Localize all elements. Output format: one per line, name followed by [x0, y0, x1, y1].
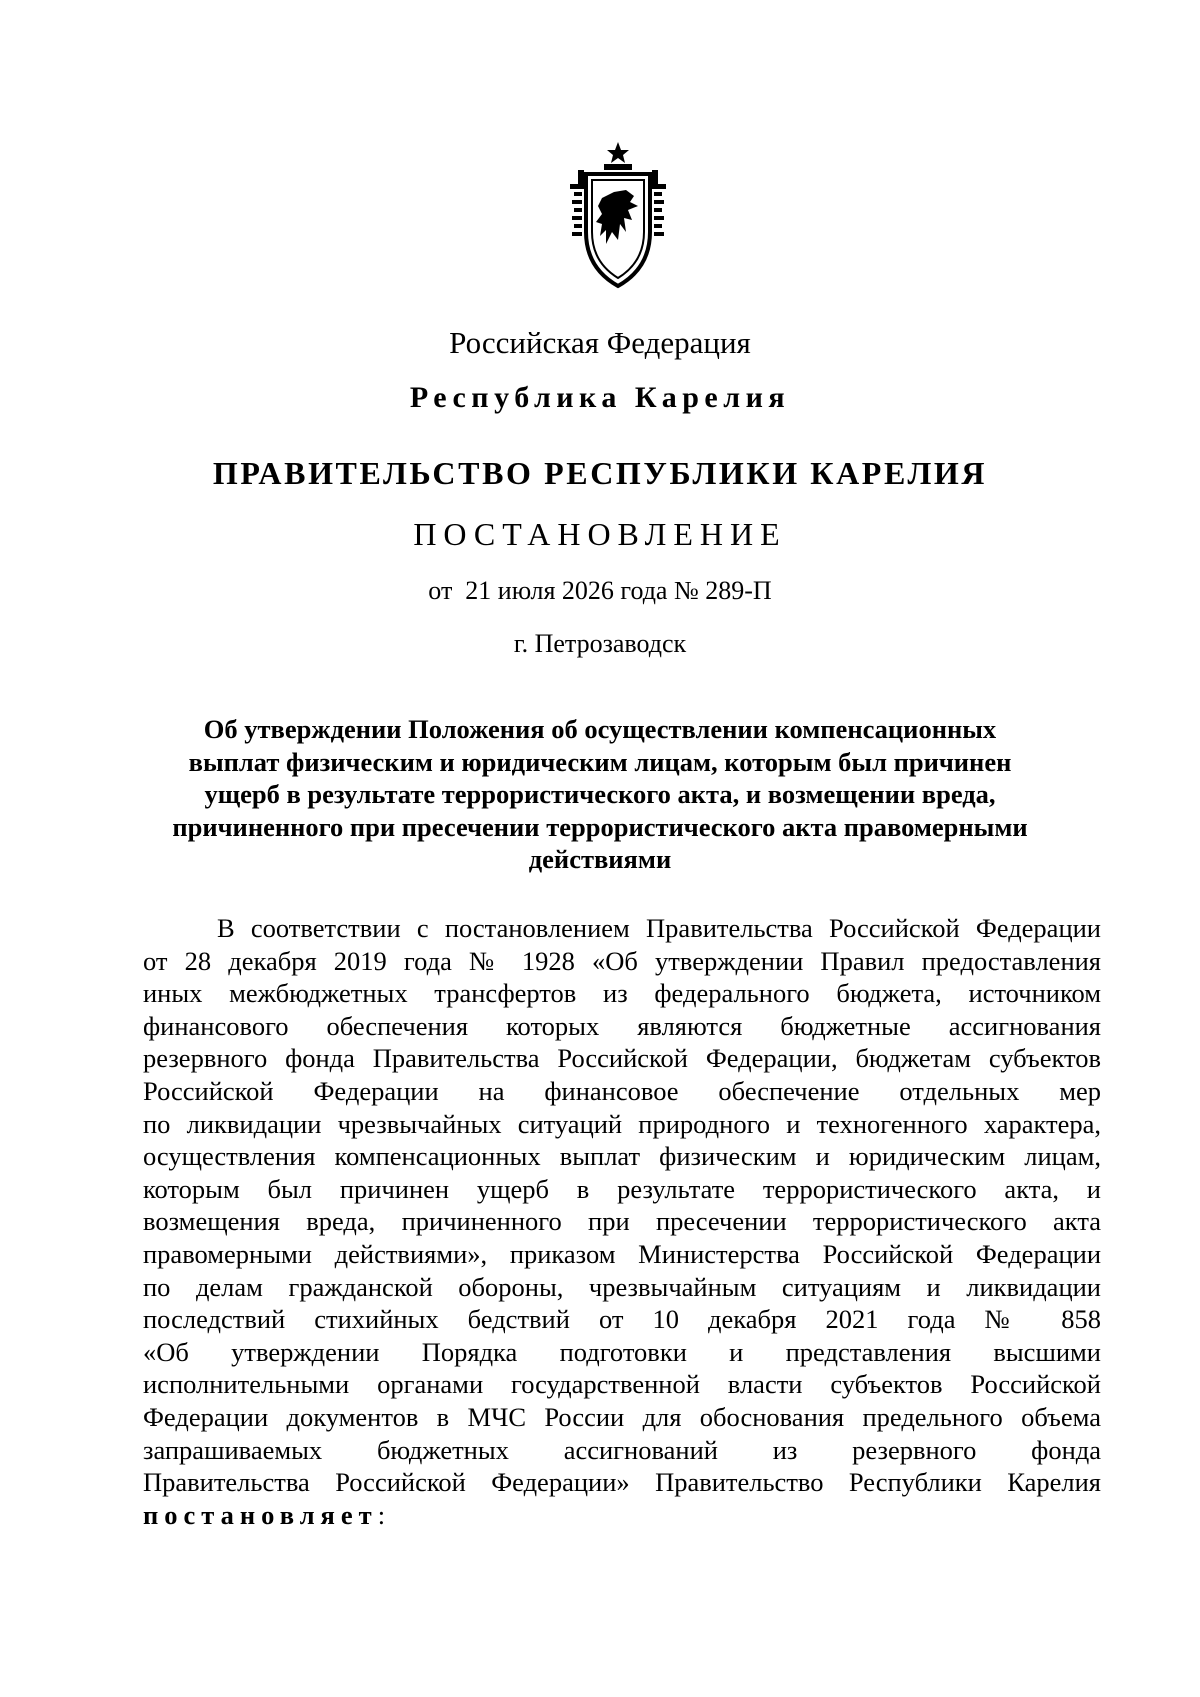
body-line: последствий стихийных бедствий от 10 декабря 2021 года № 858: [143, 1304, 1101, 1335]
title-line: причиненного при пресечении террористического акта правомерными: [172, 811, 1028, 842]
body-line: иных межбюджетных трансфертов из федерального бюджета, источником: [143, 978, 1101, 1009]
body-line: «Об утверждении Порядка подготовки и представления высшими: [143, 1336, 1101, 1367]
city-name: г. Петрозаводск: [513, 629, 687, 658]
body-line: финансового обеспечения которых являются бюджетные ассигнования: [143, 1010, 1101, 1041]
body-line: осуществления компенсационных выплат физическим и юридическим лицам,: [143, 1141, 1101, 1172]
body-line: резервного фонда Правительства Российской Федерации, бюджетам субъектов: [143, 1043, 1101, 1074]
preamble-paragraph: [143, 912, 1101, 1531]
document-type: ПОСТАНОВЛЕНИЕ: [413, 516, 787, 552]
title-line: действиями: [528, 844, 672, 875]
country-name: Российская Федерация: [449, 325, 751, 360]
resolves-colon: :: [377, 1499, 386, 1530]
title-line: ущерб в результате террористического акта, и возмещении вреда,: [204, 779, 996, 810]
body-line: правомерными действиями», приказом Министерства Российской Федерации: [143, 1238, 1101, 1269]
karelia-coat-of-arms-icon: [568, 140, 668, 290]
body-line: которым был причинен ущерб в результате террористического акта, и: [143, 1173, 1101, 1204]
title-line: выплат физическим и юридическим лицам, которым был причинен: [188, 746, 1012, 777]
resolves-word: постановляет: [143, 1499, 378, 1530]
body-line: по ликвидации чрезвычайных ситуаций природного и техногенного характера,: [143, 1108, 1101, 1139]
body-line: В соответствии с постановлением Правительства Российской Федерации: [217, 913, 1101, 943]
region-name: Республика Карелия: [409, 381, 791, 414]
body-line: от 28 декабря 2019 года № 1928 «Об утверждении Правил предоставления: [143, 945, 1101, 976]
title-line: Об утверждении Положения об осуществлении компенсационных: [203, 714, 997, 744]
body-line: исполнительными органами государственной власти субъектов Российской: [143, 1369, 1101, 1400]
document-title: [130, 713, 1070, 876]
body-line: Федерации документов в МЧС России для обоснования предельного объема: [143, 1401, 1101, 1432]
body-line: возмещения вреда, причиненного при пресечении террористического акта: [143, 1206, 1101, 1237]
body-line: Правительства Российской Федерации» Правительство Республики Карелия: [143, 1467, 1101, 1498]
date-number-line: от 21 июля 2026 года № 289-П: [428, 576, 772, 605]
body-line: по делам гражданской обороны, чрезвычайным ситуациям и ликвидации: [143, 1271, 1101, 1302]
body-line: Российской Федерации на финансовое обеспечение отдельных мер: [143, 1075, 1101, 1106]
resolves-line: [143, 1499, 1101, 1532]
authority-name: ПРАВИТЕЛЬСТВО РЕСПУБЛИКИ КАРЕЛИЯ: [212, 455, 988, 491]
body-line: запрашиваемых бюджетных ассигнований из резервного фонда: [143, 1434, 1101, 1465]
